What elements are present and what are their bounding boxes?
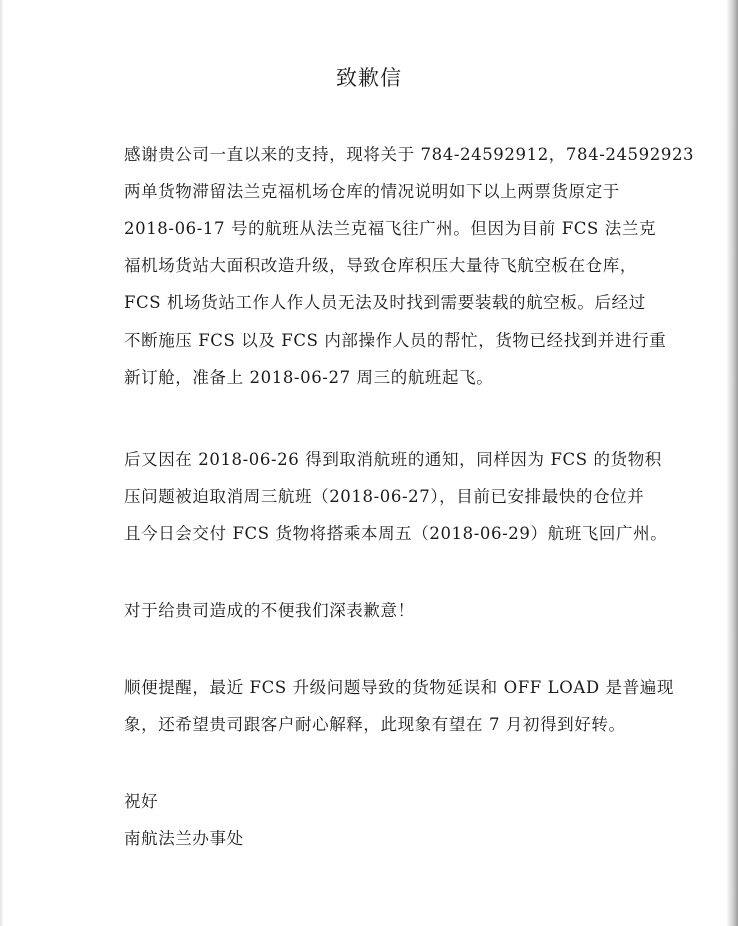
page-left-edge-shadow: [0, 0, 4, 926]
paragraph-1-line-6: 不断施压 FCS 以及 FCS 内部操作人员的帮忙，货物已经找到并进行重: [124, 331, 667, 350]
letter-title: 致歉信: [336, 66, 402, 90]
letter-closing: 祝好: [124, 792, 159, 811]
paragraph-4-line-1: 顺便提醒，最近 FCS 升级问题导致的货物延误和 OFF LOAD 是普遍现: [124, 678, 674, 697]
paragraph-2-line-2: 压问题被迫取消周三航班（2018-06-27），目前已安排最快的仓位并: [124, 487, 645, 506]
paragraph-1-line-3: 2018-06-17 号的航班从法兰克福飞往广州。但因为目前 FCS 法兰克: [124, 219, 657, 238]
letter-signature: 南航法兰办事处: [124, 829, 244, 848]
paragraph-1-line-1: 感谢贵公司一直以来的支持，现将关于 784-24592912，784-24592923: [124, 145, 695, 164]
page-right-edge-shadow: [726, 0, 738, 926]
paragraph-2-line-1: 后又因在 2018-06-26 得到取消航班的通知，同样因为 FCS 的货物积: [124, 450, 662, 469]
paragraph-1-line-7: 新订舱，准备上 2018-06-27 周三的航班起飞。: [124, 368, 494, 387]
paragraph-4-line-2: 象，还希望贵司跟客户耐心解释，此现象有望在 7 月初得到好转。: [124, 715, 626, 734]
paragraph-1-line-4: 福机场货站大面积改造升级，导致仓库积压大量待飞航空板在仓库，: [124, 256, 637, 275]
paragraph-2-line-3: 且今日会交付 FCS 货物将搭乘本周五（2018-06-29）航班飞回广州。: [124, 524, 668, 543]
paragraph-1-line-5: FCS 机场货站工作人作人员无法及时找到需要装载的航空板。后经过: [124, 293, 646, 312]
paragraph-3-line-1: 对于给贵司造成的不便我们深表歉意！: [124, 601, 415, 620]
paragraph-1-line-2: 两单货物滞留法兰克福机场仓库的情况说明如下以上两票货原定于: [124, 182, 620, 201]
